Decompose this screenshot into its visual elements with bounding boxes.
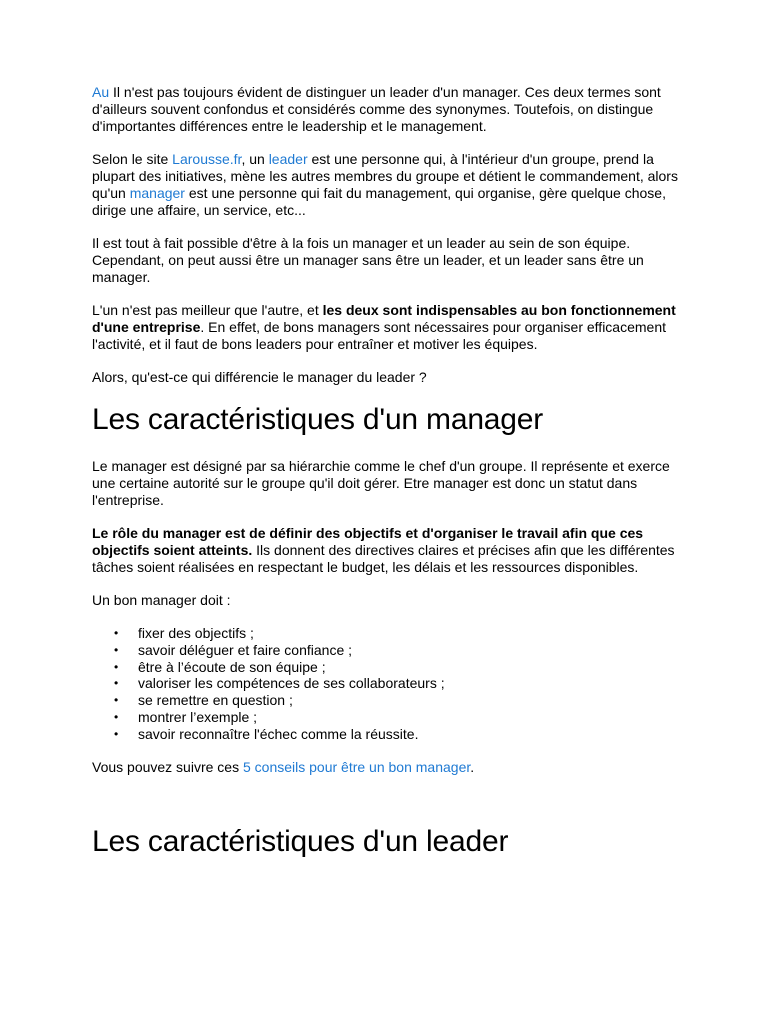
text-span: Ils donnent des directives claires et précises afin que les différentes tâches soient réalisées en respectant le budget, les délais et les ressources disponibles. <box>92 542 675 575</box>
manager-tips-link[interactable]: 5 conseils pour être un bon manager <box>242 758 471 775</box>
leader-section-heading: Les caractéristiques d'un leader <box>92 824 509 858</box>
text-span: L'un n'est pas meilleur que l'autre, et <box>92 302 323 318</box>
document-body <box>92 84 692 860</box>
list-item: • fixer des objectifs ; <box>138 625 692 642</box>
manager-link[interactable]: manager <box>129 185 185 201</box>
advice-paragraph <box>92 759 692 776</box>
manager-paragraph-1: Le manager est désigné par sa hiérarchie comme le chef d'un groupe. Il représente et exerce une certaine autorité sur le groupe qu'il doit gérer. Etre manager est donc un statut dans l'entreprise. <box>92 458 670 508</box>
bold-emphasis: Le rôle du manager est de définir des objectifs et d'organiser le travail afin que ces objectifs soient atteints. <box>92 525 644 558</box>
list-item: • savoir déléguer et faire confiance ; <box>138 642 692 659</box>
intro-paragraph-3: Il est tout à fait possible d'être à la fois un manager et un leader au sein de son équipe. Cependant, on peut aussi être un manager sans être un leader, et un leader sans être un manager. <box>92 235 644 285</box>
manager-section-heading: Les caractéristiques d'un manager <box>92 403 544 436</box>
intro-text-1: Il n'est pas toujours évident de distinguer un leader d'un manager. Ces deux termes sont d'ailleurs souvent confondus et considérés comme des synonymes. Toutefois, on distingue d'importantes différences entre le leadership et le management. <box>92 84 661 134</box>
list-item: • savoir reconnaître l'échec comme la réussite. <box>138 726 692 743</box>
intro-paragraph-2 <box>92 151 692 219</box>
text-span: . En effet, de bons managers sont nécessaires pour organiser efficacement l'activité, et il faut de bons leaders pour entraîner et motiver les équipes. <box>92 319 667 352</box>
leader-link[interactable]: leader <box>268 151 308 167</box>
list-item: • montrer l’exemple ; <box>138 709 692 726</box>
manager-duties-list <box>92 625 692 743</box>
bold-emphasis: les deux sont indispensables au bon fonctionnement d'une entreprise <box>92 302 676 335</box>
text-span: est une personne qui fait du management, qui organise, gère quelque chose, dirige une affaire, un service, etc... <box>92 185 666 218</box>
intro-paragraph-4 <box>92 302 692 353</box>
au-link[interactable]: Au <box>92 84 110 100</box>
text-span: Selon le site <box>92 151 173 167</box>
intro-paragraph-5: Alors, qu'est-ce qui différencie le manager du leader ? <box>92 369 427 385</box>
text-span: Vous pouvez suivre ces <box>92 758 243 775</box>
list-intro: Un bon manager doit : <box>92 592 231 608</box>
larousse-link[interactable]: Larousse.fr <box>172 151 242 167</box>
intro-paragraph-1 <box>92 84 692 135</box>
text-span: . <box>470 758 475 775</box>
text-span: , un <box>241 151 269 167</box>
list-item: • se remettre en question ; <box>138 692 692 709</box>
list-item: • valoriser les compétences de ses collaborateurs ; <box>138 675 692 692</box>
list-item: • être à l’écoute de son équipe ; <box>138 659 692 676</box>
manager-paragraph-2 <box>92 525 692 576</box>
text-span: est une personne qui, à l'intérieur d'un groupe, prend la plupart des initiatives, mène les autres membres du groupe et détient le commandement, alors qu'un <box>92 151 678 201</box>
